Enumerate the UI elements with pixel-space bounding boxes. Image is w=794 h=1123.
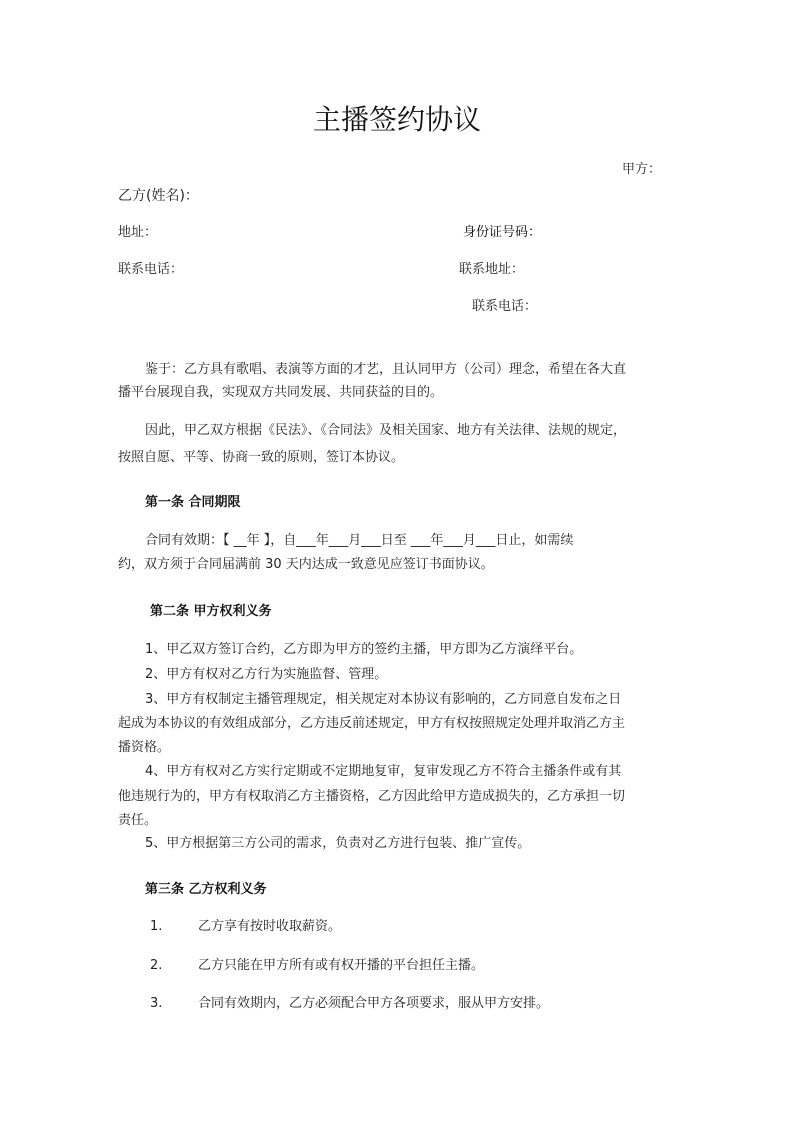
list-number: 3. bbox=[150, 996, 163, 1011]
article1-heading: 第一条 合同期限 bbox=[145, 495, 241, 510]
article2-line: 他违规行为的，甲方有权取消乙方主播资格，乙方因此给甲方造成损失的，乙方承担一切 bbox=[118, 789, 626, 804]
party-a-label: 甲方： bbox=[622, 162, 662, 177]
list-item: 乙方只能在甲方所有或有权开播的平台担任主播。 bbox=[198, 958, 485, 973]
article2-line: 2、甲方有权对乙方行为实施监督、管理。 bbox=[145, 667, 388, 682]
article3-heading: 第三条 乙方权利义务 bbox=[145, 882, 267, 897]
list-number: 2. bbox=[150, 958, 163, 973]
article2-heading: 第二条 甲方权利义务 bbox=[150, 604, 272, 619]
preamble-line: 按照自愿、平等、协商一致的原则，签订本协议。 bbox=[118, 450, 405, 465]
party-b-name: 乙方(姓名)： bbox=[118, 188, 199, 204]
party-a-address: 联系地址： bbox=[459, 262, 525, 277]
list-item: 合同有效期内，乙方必须配合甲方各项要求，服从甲方安排。 bbox=[198, 996, 550, 1011]
article2-line: 责任。 bbox=[118, 813, 158, 828]
list-item: 乙方享有按时收取薪资。 bbox=[198, 919, 342, 934]
article1-line: 约，双方须于合同届满前 30 天内达成一致意见应签订书面协议。 bbox=[118, 557, 494, 572]
page-title: 主播签约协议 bbox=[312, 103, 481, 136]
article2-line: 1、甲乙双方签订合约，乙方即为甲方的签约主播，甲方即为乙方演绎平台。 bbox=[145, 642, 583, 657]
party-a-id-number: 身份证号码： bbox=[463, 225, 542, 240]
article2-line: 5、甲方根据第三方公司的需求，负责对乙方进行包装、推广宣传。 bbox=[145, 836, 531, 851]
preamble-line: 鉴于：乙方具有歌唱、表演等方面的才艺，且认同甲方（公司）理念，希望在各大直 bbox=[145, 362, 627, 377]
preamble-line: 播平台展现自我，实现双方共同发展、共同获益的目的。 bbox=[118, 385, 444, 400]
preamble-line: 因此，甲乙双方根据《民法》、《合同法》及相关国家、地方有关法律、法规的规定， bbox=[145, 423, 627, 438]
article2-line: 3、甲方有权制定主播管理规定，相关规定对本协议有影响的，乙方同意自发布之日 bbox=[145, 692, 622, 707]
article1-line: 合同有效期：【 __年 】，自___年___月___日至 ___年___月___日止，如需续 bbox=[145, 533, 574, 548]
party-b-address: 地址： bbox=[118, 225, 158, 240]
party-b-phone: 联系电话： bbox=[118, 262, 184, 277]
list-number: 1. bbox=[150, 919, 163, 934]
party-a-phone: 联系电话： bbox=[472, 299, 538, 314]
article2-line: 播资格。 bbox=[118, 740, 171, 755]
article2-line: 4、甲方有权对乙方实行定期或不定期地复审，复审发现乙方不符合主播条件或有其 bbox=[145, 764, 622, 779]
article2-line: 起成为本协议的有效组成部分，乙方违反前述规定，甲方有权按照规定处理并取消乙方主 bbox=[118, 716, 626, 731]
